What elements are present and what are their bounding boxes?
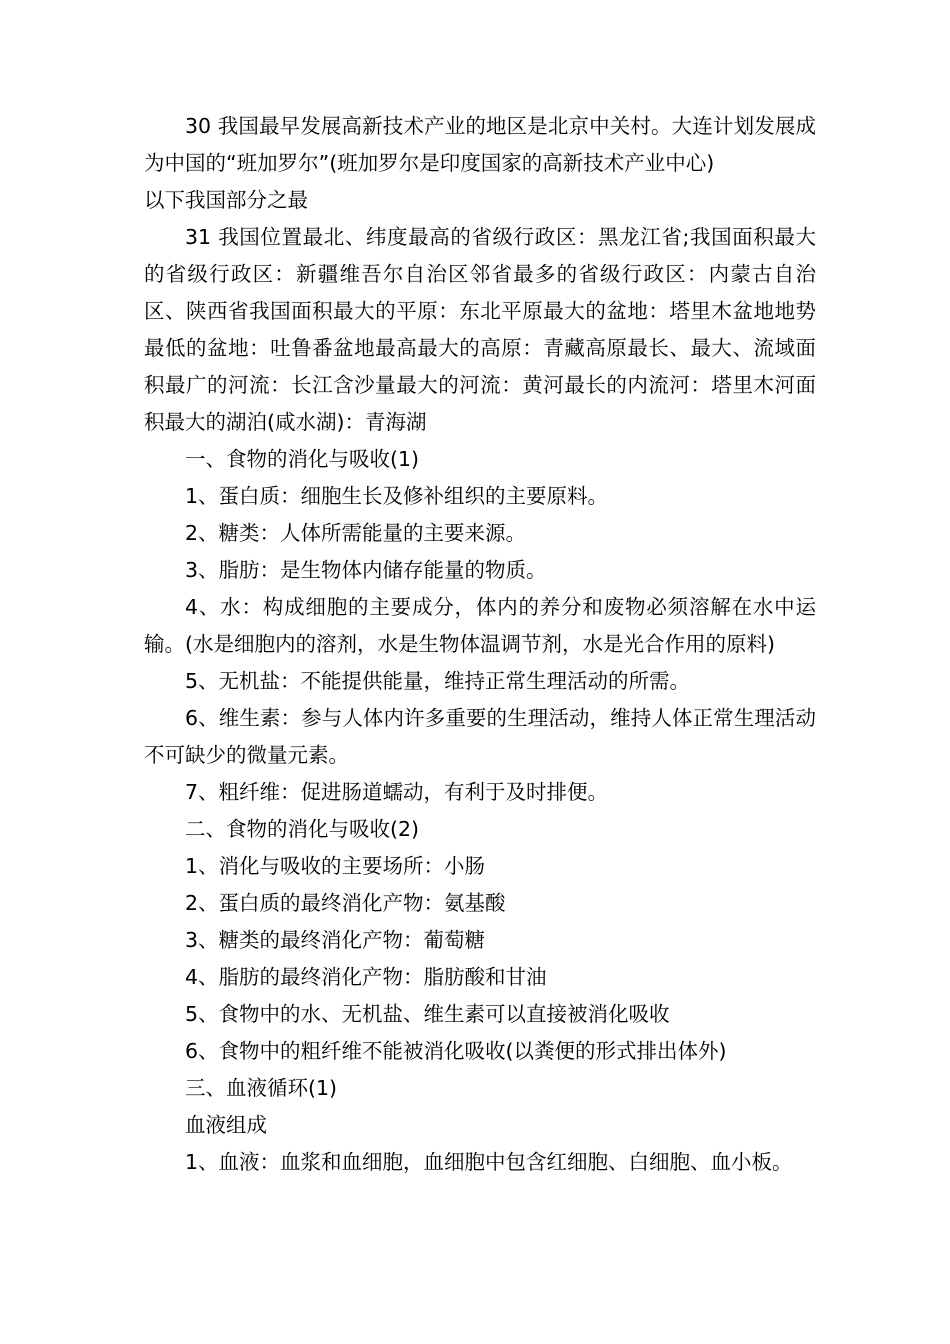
paragraph-30-hightech: 30 我国最早发展高新技术产业的地区是北京中关村。大连计划发展成为中国的“班加罗尔”(班加罗尔是印度国家的高新技术产业中心) xyxy=(144,114,816,175)
list-item-direct-absorption: 5、食物中的水、无机盐、维生素可以直接被消化吸收 xyxy=(185,1002,670,1026)
list-item-fatty-acid: 4、脂肪的最终消化产物：脂肪酸和甘油 xyxy=(185,965,547,989)
subheading-blood-composition: 血液组成 xyxy=(185,1113,267,1137)
list-item-small-intestine: 1、消化与吸收的主要场所：小肠 xyxy=(185,854,486,878)
section-heading-digestion-2: 二、食物的消化与吸收(2) xyxy=(185,817,420,841)
list-item-fat: 3、脂肪：是生物体内储存能量的物质。 xyxy=(185,558,547,582)
list-item-water: 4、水：构成细胞的主要成分，体内的养分和废物必须溶解在水中运输。(水是细胞内的溶剂，水是生物体温调节剂，水是光合作用的原料) xyxy=(144,595,816,656)
list-item-glucose: 3、糖类的最终消化产物：葡萄糖 xyxy=(185,928,486,952)
list-item-fiber-not-absorbed: 6、食物中的粗纤维不能被消化吸收(以粪便的形式排出体外) xyxy=(185,1039,727,1063)
list-item-protein: 1、蛋白质：细胞生长及修补组织的主要原料。 xyxy=(185,484,609,508)
section-heading-digestion-1: 一、食物的消化与吸收(1) xyxy=(185,447,420,471)
section-heading-blood-circulation-1: 三、血液循环(1) xyxy=(185,1076,338,1100)
list-item-vitamins: 6、维生素：参与人体内许多重要的生理活动，维持人体正常生理活动不可缺少的微量元素。 xyxy=(144,706,816,767)
list-item-blood: 1、血液：血浆和血细胞，血细胞中包含红细胞、白细胞、血小板。 xyxy=(185,1150,793,1174)
paragraph-31-superlatives: 31 我国位置最北、纬度最高的省级行政区：黑龙江省;我国面积最大的省级行政区：新疆维吾尔自治区邻省最多的省级行政区：内蒙古自治区、陕西省我国面积最大的平原：东北平原最大的盆地：塔里木盆地地势最低的盆地：吐鲁番盆地最高最大的高原：青藏高原最长、最大、流域面积最广的河流：长江含沙量最大的河流：黄河最长的内流河：塔里木河面积最大的湖泊(咸水湖)：青海湖 xyxy=(144,225,816,434)
document-page xyxy=(144,108,816,1181)
paragraph-china-superlatives-heading: 以下我国部分之最 xyxy=(144,188,308,212)
list-item-minerals: 5、无机盐：不能提供能量，维持正常生理活动的所需。 xyxy=(185,669,691,693)
list-item-carbohydrate: 2、糖类：人体所需能量的主要来源。 xyxy=(185,521,527,545)
list-item-amino-acid: 2、蛋白质的最终消化产物：氨基酸 xyxy=(185,891,506,915)
list-item-fiber: 7、粗纤维：促进肠道蠕动，有利于及时排便。 xyxy=(185,780,609,804)
